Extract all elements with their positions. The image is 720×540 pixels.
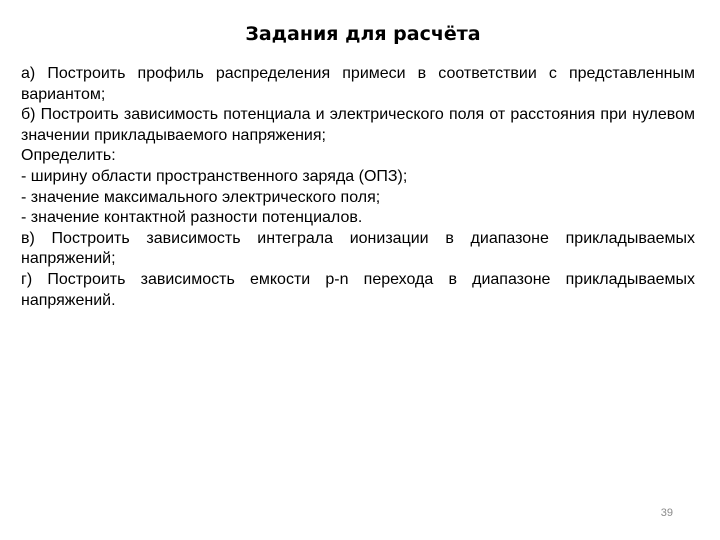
task-item-g: г) Построить зависимость емкости p-n перехода в диапазоне прикладываемых напряжений. xyxy=(21,270,695,309)
task-item-a: а) Построить профиль распределения примеси в соответствии с представленным вариантом; xyxy=(21,65,695,103)
page-number: 39 xyxy=(660,507,673,519)
determine-label: Определить: xyxy=(21,147,116,165)
determine-item-space-charge-width: - ширину области пространственного заряда (ОПЗ); xyxy=(21,167,408,185)
determine-item-contact-potential: - значение контактной разности потенциалов. xyxy=(21,209,363,227)
task-list xyxy=(21,64,695,311)
determine-item-max-field: - значение максимального электрического поля; xyxy=(21,188,381,206)
task-item-v: в) Построить зависимость интеграла ионизации в диапазоне прикладываемых напряжений; xyxy=(21,229,695,268)
slide-title: Задания для расчёта xyxy=(245,23,481,45)
task-item-b: б) Построить зависимость потенциала и электрического поля от расстояния при нулевом значении прикладываемого напряжения; xyxy=(21,106,695,144)
